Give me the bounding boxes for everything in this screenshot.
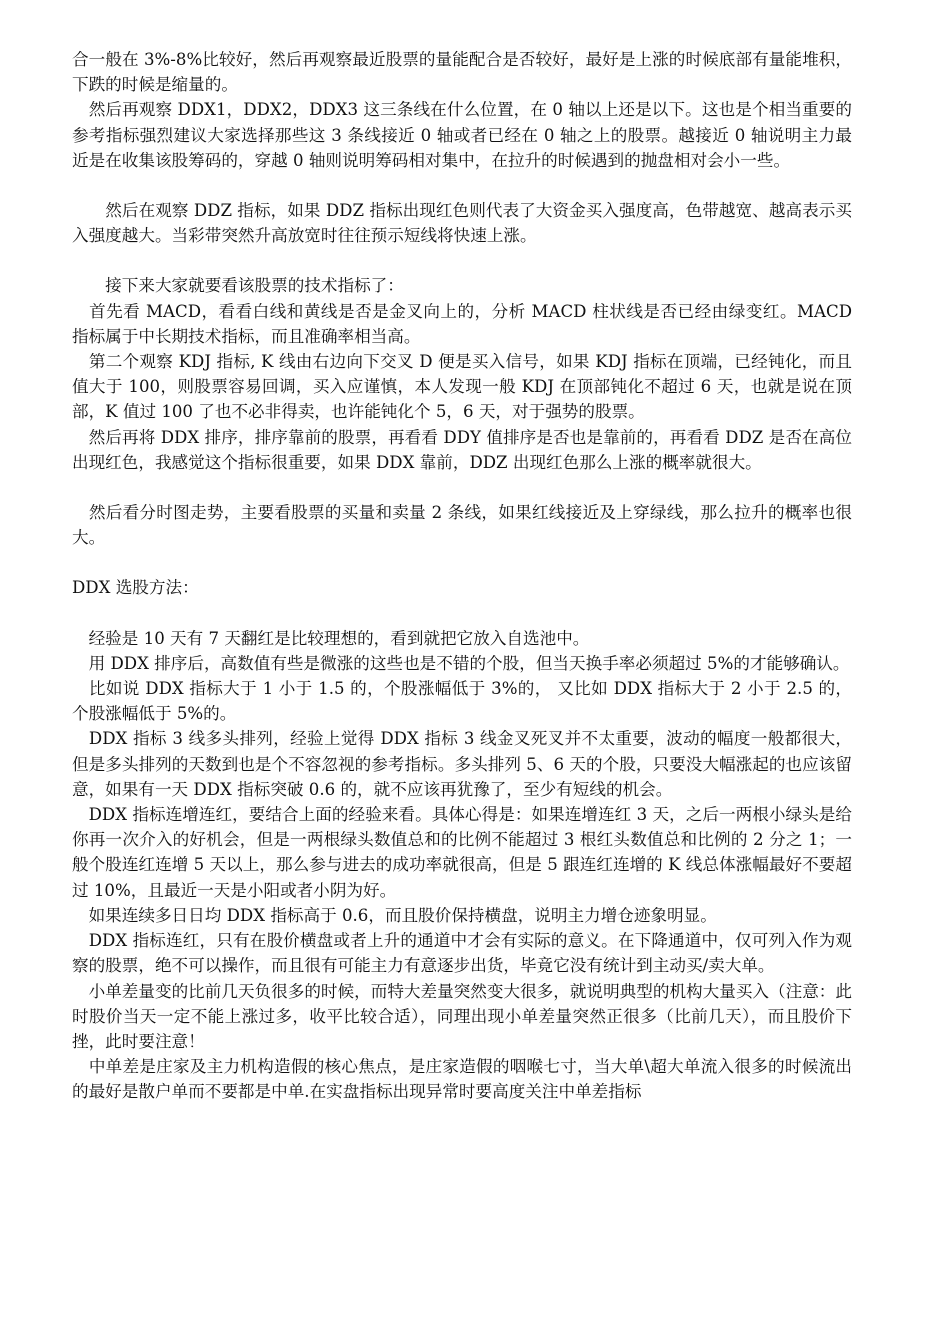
paragraph: 然后看分时图走势，主要看股票的买量和卖量 2 条线，如果红线接近及上穿绿线，那么拉升的概率也很大。 (72, 503, 852, 548)
paragraph: 如果连续多日日均 DDX 指标高于 0.6，而且股价保持横盘，说明主力增仓迹象明显。 (72, 905, 717, 925)
paragraph: DDX 指标 3 线多头排列，经验上觉得 DDX 指标 3 线金叉死叉并不太重要，波动的幅度一般都很大，但是多头排列的天数到也是个不容忽视的参考指标。多头排列 5、6 天的个股，只要没大幅涨起的也应该留意，如果有一天 DDX 指标突破 0.6 的，就不应该再犹豫了，至少有短线的机会。 (72, 729, 852, 799)
paragraph: 合一般在 3%-8%比较好，然后再观察最近股票的量能配合是否较好，最好是上涨的时候底部有量能堆积，下跌的时候是缩量的。 (72, 50, 852, 95)
paragraph: 用 DDX 排序后，高数值有些是微涨的这些也是不错的个股，但当天换手率必须超过 5%的才能够确认。 (72, 653, 850, 673)
paragraph: 然后再观察 DDX1，DDX2，DDX3 这三条线在什么位置，在 0 轴以上还是以下。这也是个相当重要的参考指标强烈建议大家选择那些这 3 条线接近 0 轴或者已经在 0 轴之上的股票。越接近 0 轴说明主力最近是在收集该股筹码的，穿越 0 轴则说明筹码相对集中，在拉升的时候遇到的抛盘相对会小一些。 (72, 100, 852, 170)
paragraph: DDX 指标连红，只有在股价横盘或者上升的通道中才会有实际的意义。在下降通道中，仅可列入作为观察的股票，绝不可以操作，而且很有可能主力有意逐步出货，毕竟它没有统计到主动买/卖大单。 (72, 931, 852, 976)
paragraph: 接下来大家就要看该股票的技术指标了： (72, 276, 404, 296)
paragraph: DDX 指标连增连红，要结合上面的经验来看。具体心得是：如果连增连红 3 天，之后一两根小绿头是给你再一次介入的好机会，但是一两根绿头数值总和的比例不能超过 3 根红头数值总和比例的 2 分之 1；一般个股连红连增 5 天以上，那么参与进去的成功率就很高，但是 5 跟连红连增的 K 线总体涨幅最好不要超过 10%，且最近一天是小阳或者小阴为好。 (72, 805, 852, 900)
section-heading: DDX 选股方法： (72, 578, 199, 598)
paragraph: 然后在观察 DDZ 指标，如果 DDZ 指标出现红色则代表了大资金买入强度高，色带越宽、越高表示买入强度越大。当彩带突然升高放宽时往往预示短线将快速上涨。 (72, 201, 852, 246)
paragraph-gap (72, 173, 852, 198)
paragraph: 比如说 DDX 指标大于 1 小于 1.5 的，个股涨幅低于 3%的， 又比如 DDX 指标大于 2 小于 2.5 的，个股涨幅低于 5%的。 (72, 679, 852, 724)
paragraph: 经验是 10 天有 7 天翻红是比较理想的，看到就把它放入自选池中。 (72, 628, 590, 648)
paragraph: 第二个观察 KDJ 指标, K 线由右边向下交叉 D 便是买入信号，如果 KDJ 指标在顶端，已经钝化，而且值大于 100，则股票容易回调，买入应谨慎，本人发现一般 KDJ 在顶部钝化不超过 6 天，也就是说在顶部，K 值过 100 了也不必非得卖，也许能钝化个 5，6 天，对于强势的股票。 (72, 352, 852, 422)
paragraph: 中单差是庄家及主力机构造假的核心焦点，是庄家造假的咽喉七寸，当大单\超大单流入很多的时候流出的最好是散户单而不要都是中单.在实盘指标出现异常时要高度关注中单差指标 (72, 1057, 852, 1102)
document-body (72, 47, 852, 1105)
paragraph-gap (72, 248, 852, 273)
paragraph-gap (72, 475, 852, 500)
paragraph-gap (72, 550, 852, 575)
paragraph: 首先看 MACD，看看白线和黄线是否是金叉向上的，分析 MACD 柱状线是否已经由绿变红。MACD 指标属于中长期技术指标，而且准确率相当高。 (72, 301, 852, 346)
paragraph-gap (72, 601, 852, 626)
paragraph: 小单差量变的比前几天负很多的时候，而特大差量突然变大很多，就说明典型的机构大量买入（注意：此时股价当天一定不能上涨过多，收平比较合适），同理出现小单差量突然正很多（比前几天），而且股价下挫，此时要注意！ (72, 981, 852, 1051)
paragraph: 然后再将 DDX 排序，排序靠前的股票，再看看 DDY 值排序是否也是靠前的，再看看 DDZ 是否在高位出现红色，我感觉这个指标很重要，如果 DDX 靠前，DDZ 出现红色那么上涨的概率就很大。 (72, 427, 852, 472)
